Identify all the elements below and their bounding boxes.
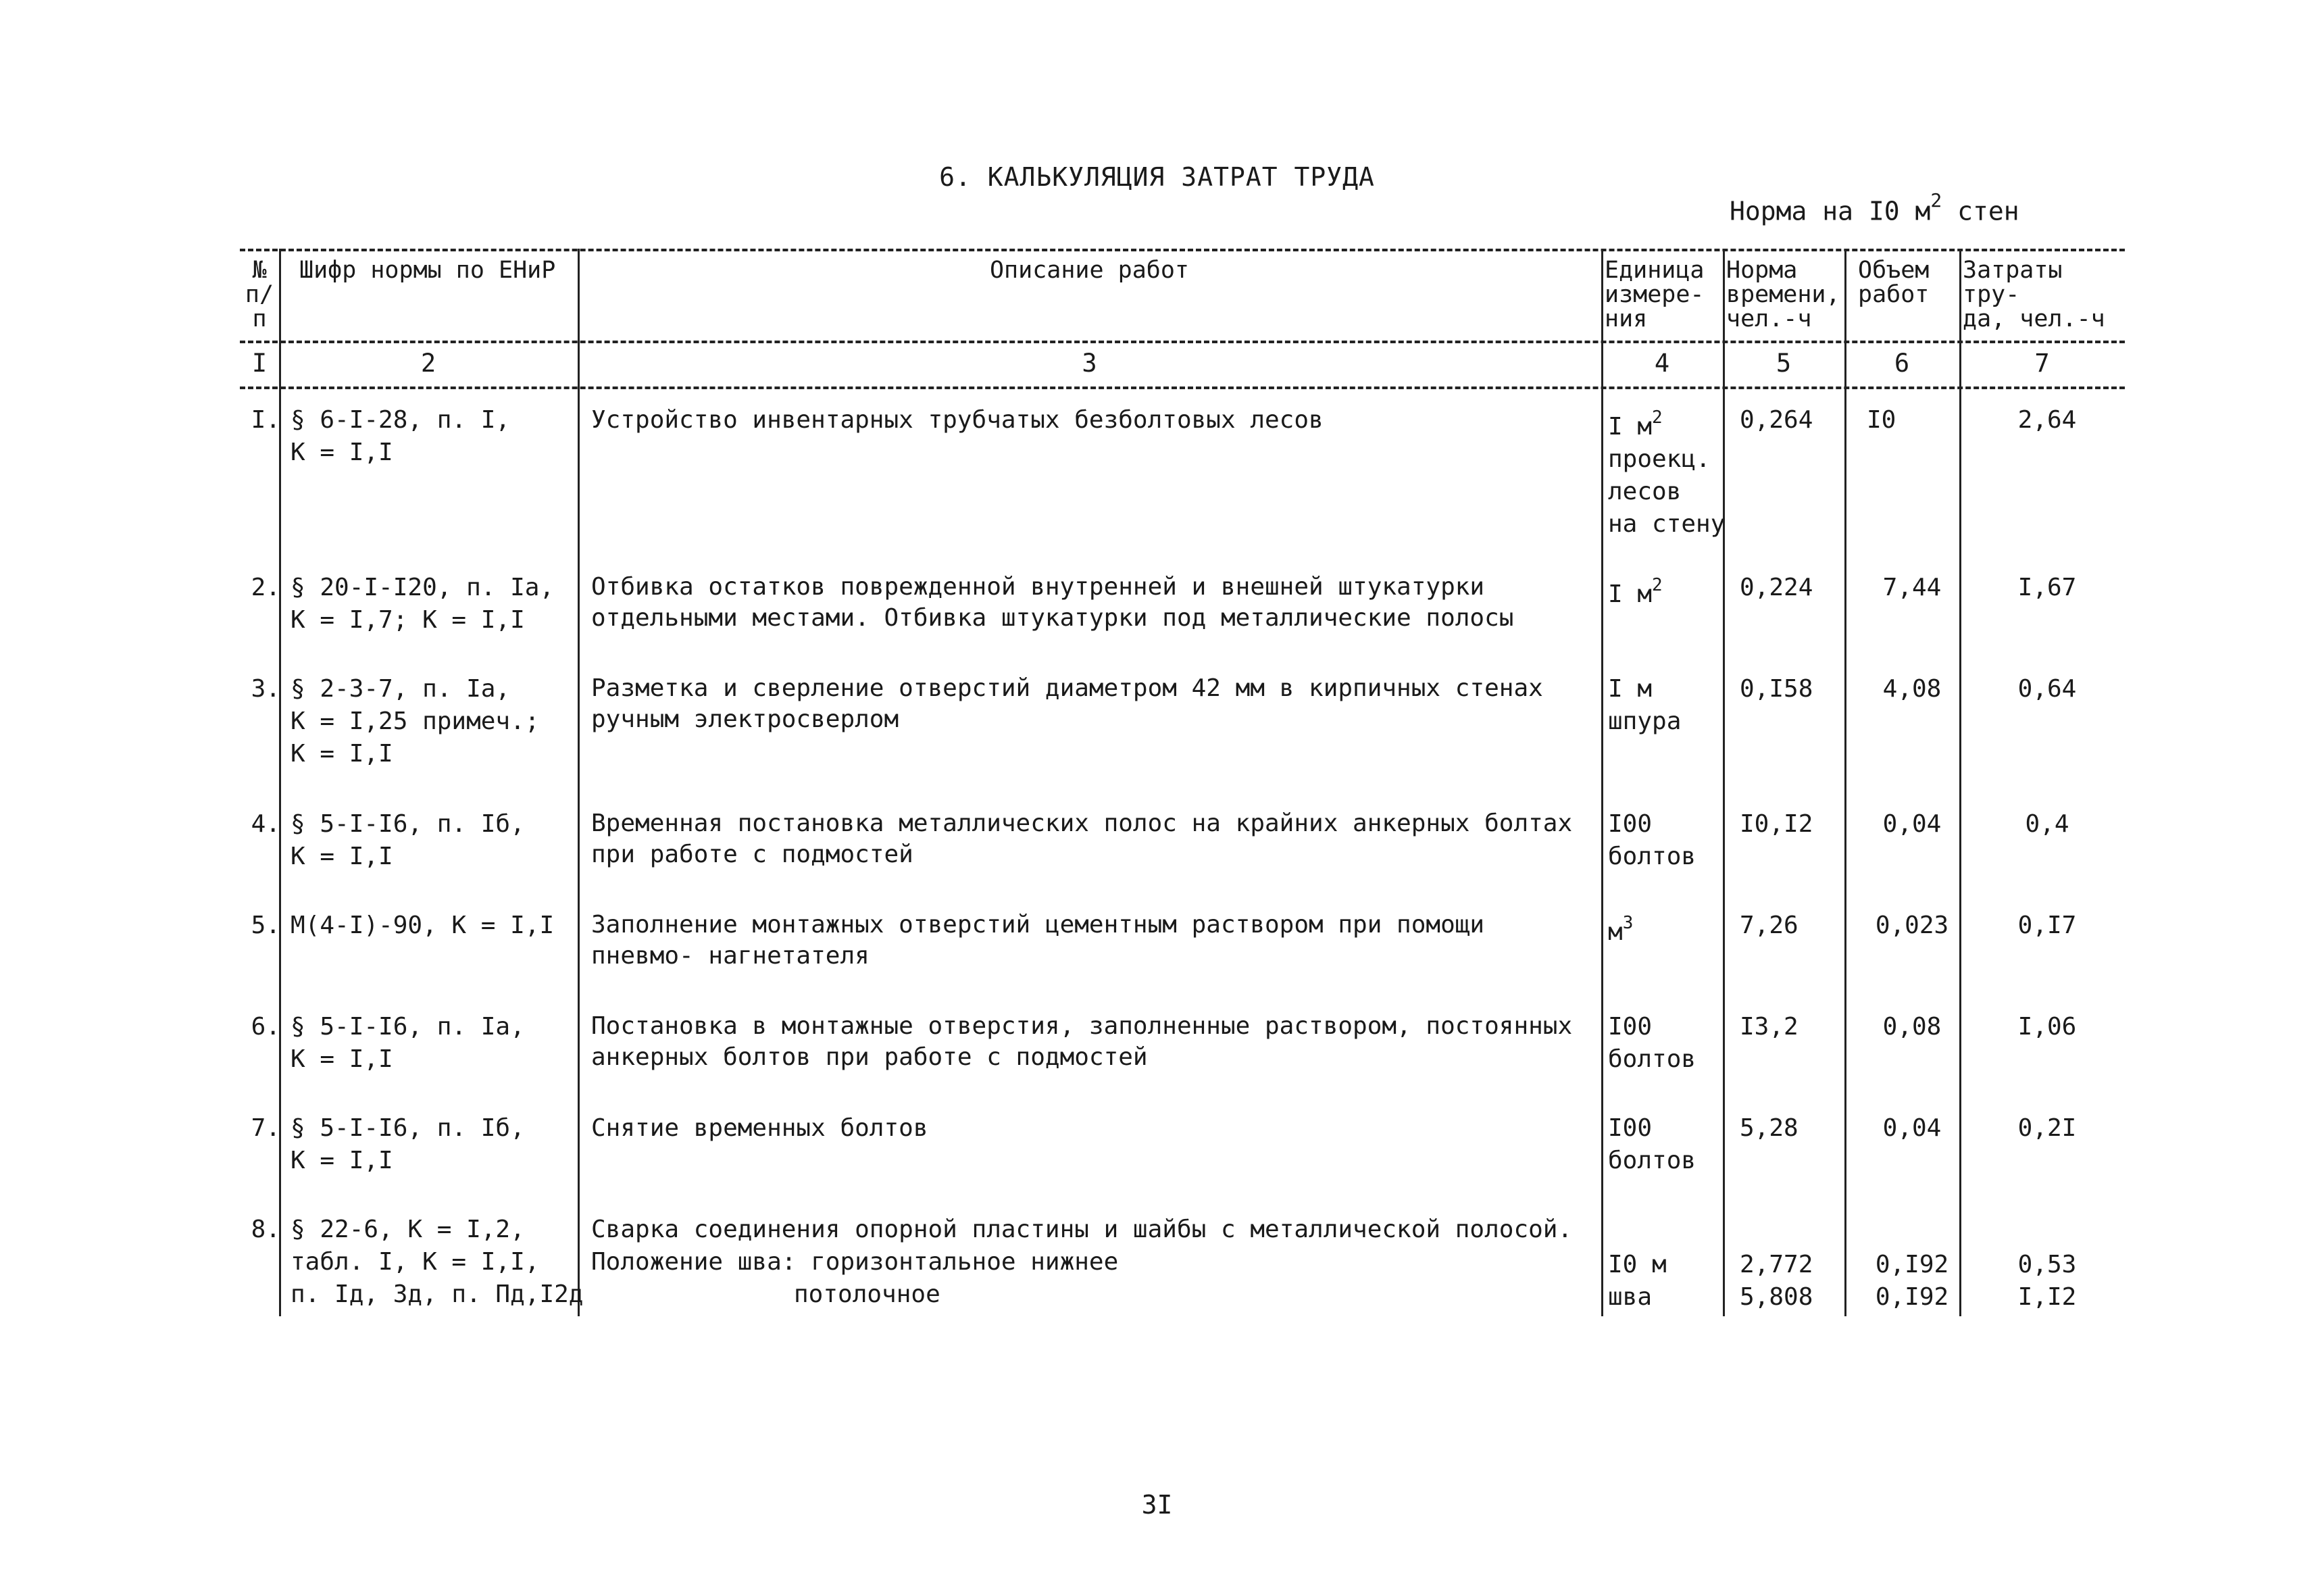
work-description: Временная постановка металлических полос на крайних анкерных болтах при работе с подмостей	[591, 809, 1573, 868]
norm-code: § 6-I-28, п. I, К = I,I	[291, 406, 511, 466]
norm-code: § 5-I-I6, п. Iа, К = I,I	[291, 1013, 525, 1073]
unit: I $м^2$ проекц. лесов на стену	[1608, 407, 1726, 538]
time-norm: 2,772 5,808	[1740, 1251, 1813, 1311]
header-norm: Норма времени, чел.-ч	[1726, 257, 1840, 332]
time-norm: 0,I58	[1740, 675, 1813, 703]
work-description: Отбивка остатков поврежденной внутренней и внешней штукатурки отдельными местами. Отбивка штукатурки под металлические полосы	[591, 573, 1514, 632]
page-number: 3I	[1141, 1490, 1173, 1520]
unit: I00 болтов	[1608, 1114, 1696, 1174]
header-description: Описание работ	[989, 257, 1189, 284]
col-number-2: 2	[420, 349, 436, 378]
col-number-5: 5	[1776, 349, 1792, 378]
col-number-6: 6	[1894, 349, 1910, 378]
time-norm: I0,I2	[1740, 810, 1813, 838]
work-volume: 7,44	[1882, 574, 1942, 601]
row-number: 8.	[251, 1216, 280, 1243]
work-volume: 0,08	[1882, 1013, 1942, 1041]
work-description: Постановка в монтажные отверстия, заполненные раствором, постоянных анкерных болтов при работе с подмостей	[591, 1012, 1573, 1071]
work-volume: 0,04	[1882, 1114, 1942, 1142]
work-description: Сварка соединения опорной пластины и шайбы с металлической полосой. Положение шва: горизонтальное нижнее потолочное	[591, 1216, 1573, 1308]
row-number: 7.	[251, 1114, 280, 1142]
labor-cost-table	[240, 249, 2125, 1316]
row-number: 2.	[251, 574, 280, 601]
unit: I00 болтов	[1608, 1013, 1696, 1073]
header-code: Шифр нормы по ЕНиР	[299, 257, 556, 284]
norm-note: Норма на I0 $м^2$ стен	[1730, 189, 2019, 226]
row-number: I.	[251, 406, 280, 434]
work-description: Устройство инвентарных трубчатых безболтовых лесов	[591, 406, 1324, 434]
labor-cost: 0,4	[2025, 810, 2069, 838]
work-volume: 0,023	[1875, 912, 1949, 939]
labor-cost: 0,64	[2017, 675, 2077, 703]
labor-cost: 0,53 I,I2	[2017, 1251, 2077, 1311]
norm-code: § 5-I-I6, п. Iб, К = I,I	[291, 810, 525, 870]
time-norm: 7,26	[1740, 912, 1799, 939]
row-number: 5.	[251, 912, 280, 939]
time-norm: 0,264	[1740, 406, 1813, 434]
norm-code: М(4-I)-90, К = I,I	[291, 912, 555, 939]
work-volume: I0	[1867, 406, 1896, 434]
norm-code: § 2-3-7, п. Iа, К = I,25 примеч.; К = I,I	[291, 675, 540, 768]
labor-cost: 0,2I	[2017, 1114, 2077, 1142]
unit: $м^3$	[1608, 913, 1634, 946]
col-number-3: 3	[1082, 349, 1097, 378]
time-norm: I3,2	[1740, 1013, 1799, 1041]
col-number-1: I	[251, 349, 268, 378]
row-number: 3.	[251, 675, 280, 703]
page-title: 6. КАЛЬКУЛЯЦИЯ ЗАТРАТ ТРУДА	[939, 162, 1375, 192]
unit: I0 м шва	[1608, 1251, 1667, 1311]
unit: I00 болтов	[1608, 810, 1696, 870]
labor-cost: I,67	[2017, 574, 2077, 601]
work-volume: 4,08	[1882, 675, 1942, 703]
unit: I м шпура	[1608, 675, 1682, 735]
header-volume: Объем работ	[1858, 257, 1930, 308]
time-norm: 5,28	[1740, 1114, 1799, 1142]
col-number-4: 4	[1654, 349, 1670, 378]
header-number: № п/п	[245, 257, 274, 332]
work-description: Заполнение монтажных отверстий цементным раствором при помощи пневмо- нагнетателя	[591, 911, 1485, 970]
norm-code: § 22-6, К = I,2, табл. I, К = I,I, п. Iд, 3д, п. Пд,I2д	[291, 1216, 584, 1308]
unit: I $м^2$	[1608, 575, 1663, 608]
work-volume: 0,I92 0,I92	[1875, 1251, 1949, 1311]
work-volume: 0,04	[1882, 810, 1942, 838]
norm-code: § 20-I-I20, п. Iа, К = I,7; К = I,I	[291, 574, 555, 634]
labor-cost: 0,I7	[2017, 912, 2077, 939]
header-unit: Единица измере- ния	[1605, 257, 1705, 332]
norm-code: § 5-I-I6, п. Iб, К = I,I	[291, 1114, 525, 1174]
header-cost: Затраты тру- да, чел.-ч	[1963, 257, 2105, 332]
col-number-7: 7	[2034, 349, 2050, 378]
labor-cost: 2,64	[2017, 406, 2077, 434]
work-description: Разметка и сверление отверстий диаметром 42 мм в кирпичных стенах ручным электросверлом	[591, 674, 1543, 733]
work-description: Снятие временных болтов	[591, 1114, 928, 1142]
row-number: 4.	[251, 810, 280, 838]
row-number: 6.	[251, 1013, 280, 1041]
labor-cost: I,06	[2017, 1013, 2077, 1041]
time-norm: 0,224	[1740, 574, 1813, 601]
